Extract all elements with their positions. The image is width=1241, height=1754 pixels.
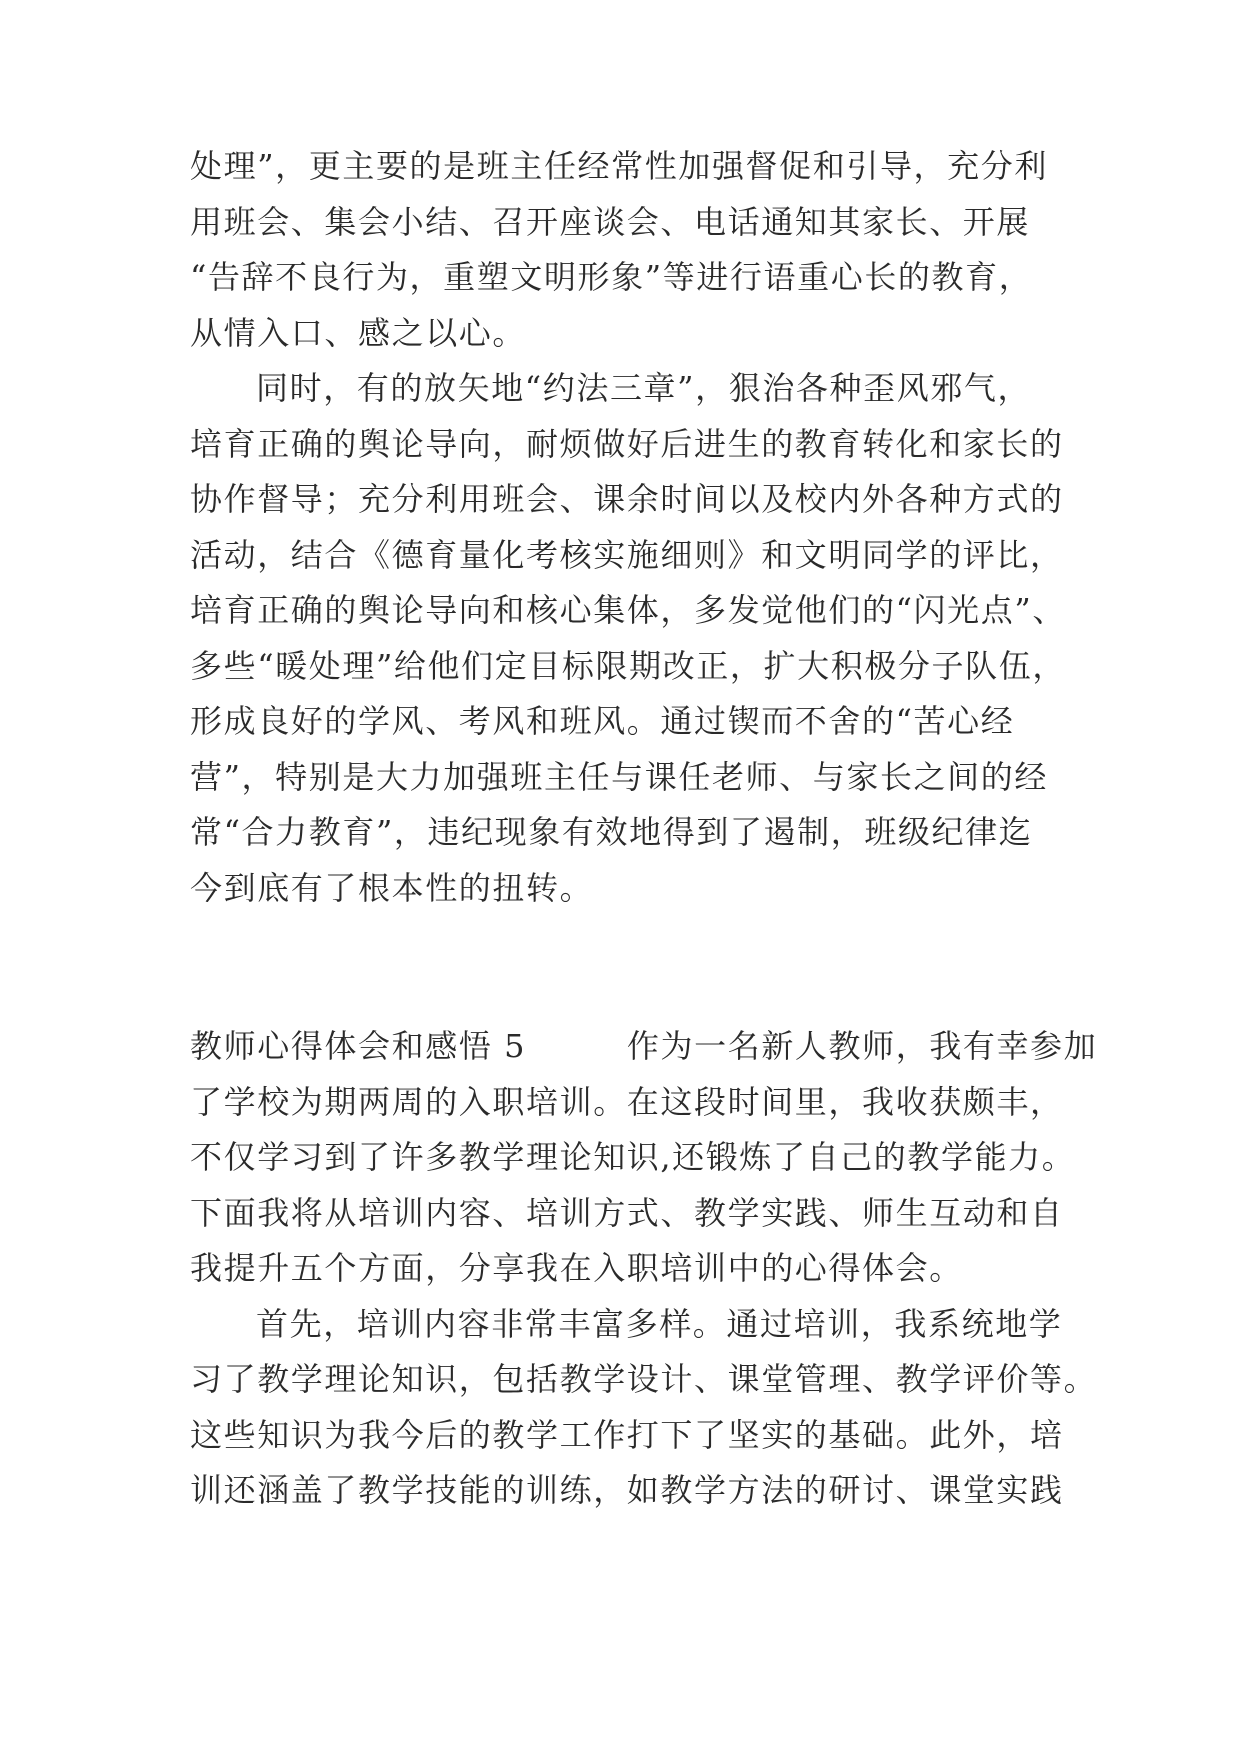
- text-line: 常“合力教育”，违纪现象有效地得到了遏制，班级纪律迄: [190, 813, 1033, 851]
- text-line: 形成良好的学风、考风和班风。通过锲而不舍的“苦心经: [190, 702, 1015, 740]
- paragraph-first-line: 同时，有的放矢地“约法三章”，狠治各种歪风邪气，: [256, 369, 1032, 407]
- text-line: 这些知识为我今后的教学工作打下了坚实的基础。此外，培: [190, 1416, 1064, 1454]
- text-line: 我提升五个方面，分享我在入职培训中的心得体会。: [190, 1249, 963, 1287]
- text-line: “告辞不良行为，重塑文明形象”等进行语重心长的教育，: [190, 258, 1033, 296]
- section-heading-line: 教师心得体会和感悟 5 作为一名新人教师，我有幸参加: [190, 1027, 1098, 1065]
- text-line: 不仅学习到了许多教学理论知识,还锻炼了自己的教学能力。: [190, 1138, 1076, 1176]
- text-line: 协作督导；充分利用班会、课余时间以及校内外各种方式的: [190, 480, 1064, 518]
- text-line: 培育正确的舆论导向，耐烦做好后进生的教育转化和家长的: [190, 425, 1064, 463]
- text-line: 今到底有了根本性的扭转。: [190, 869, 594, 907]
- text-line: 培育正确的舆论导向和核心集体，多发觉他们的“闪光点”、: [190, 591, 1066, 629]
- text-line: 营”，特别是大力加强班主任与课任老师、与家长之间的经: [190, 758, 1048, 796]
- paragraph-first-line: 首先，培训内容非常丰富多样。通过培训，我系统地学: [256, 1305, 1063, 1343]
- text-line: 从情入口、感之以心。: [190, 314, 527, 352]
- text-line: 活动，结合《德育量化考核实施细则》和文明同学的评比，: [190, 536, 1064, 574]
- text-line: 下面我将从培训内容、培训方式、教学实践、师生互动和自: [190, 1194, 1064, 1232]
- text-line: 了学校为期两周的入职培训。在这段时间里，我收获颇丰，: [190, 1083, 1064, 1121]
- text-line: 用班会、集会小结、召开座谈会、电话通知其家长、开展: [190, 203, 1031, 241]
- text-line: 多些“暖处理”给他们定目标限期改正，扩大积极分子队伍，: [190, 647, 1066, 685]
- text-line: 训还涵盖了教学技能的训练，如教学方法的研讨、课堂实践: [190, 1471, 1064, 1509]
- text-line: 处理”，更主要的是班主任经常性加强督促和引导，充分利: [190, 147, 1048, 185]
- text-line: 习了教学理论知识，包括教学设计、课堂管理、教学评价等。: [190, 1360, 1098, 1398]
